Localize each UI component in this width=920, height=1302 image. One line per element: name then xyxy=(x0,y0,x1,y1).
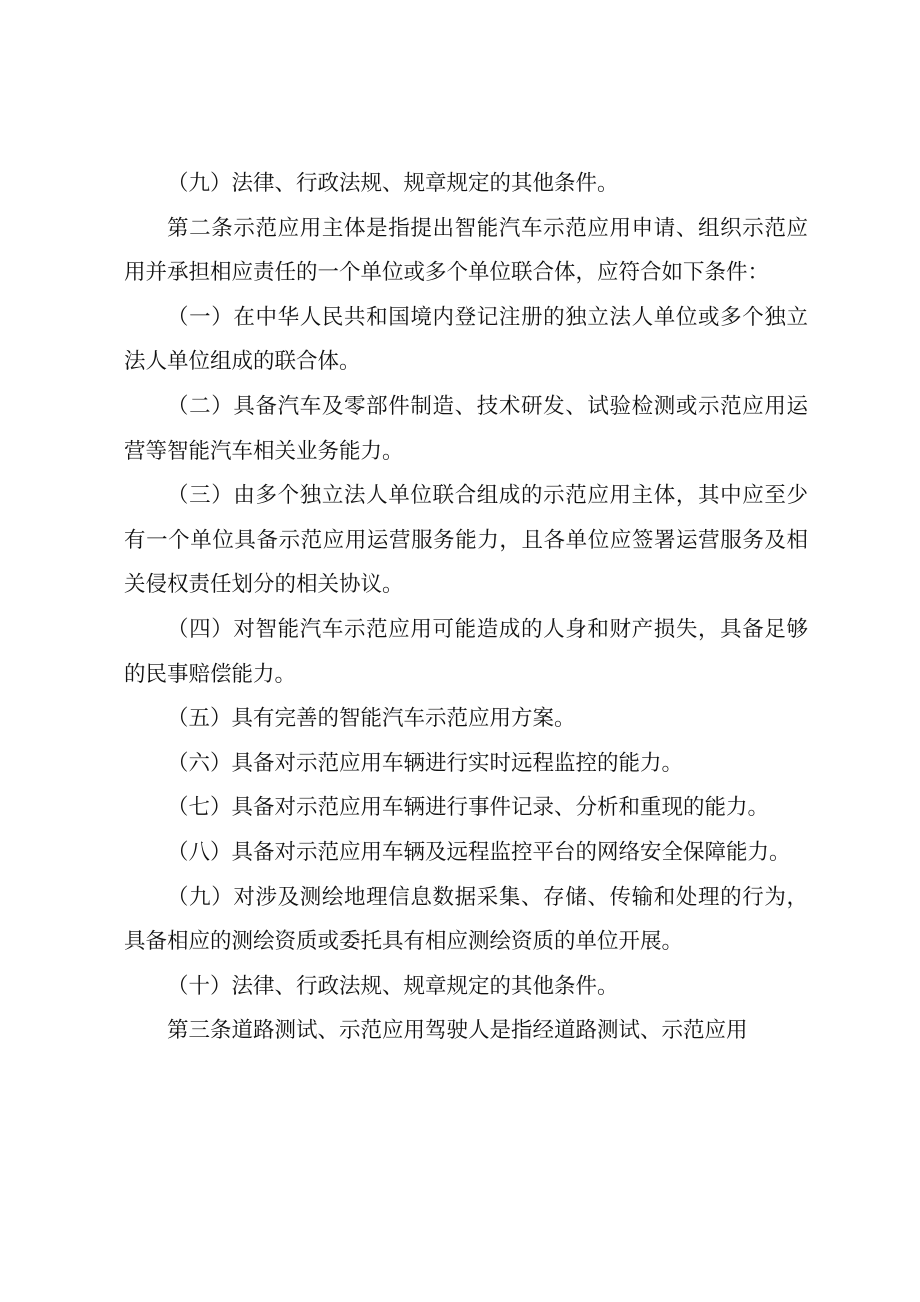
paragraph-item-7 xyxy=(124,786,808,831)
paragraph-text: （九）对涉及测绘地理信息数据采集、存储、传输和处理的行为，具备相应的测绘资质或委托具有相应测绘资质的单位开展。 xyxy=(124,884,808,955)
paragraph-item-9-prev xyxy=(124,162,808,207)
paragraph-item-5 xyxy=(124,697,808,742)
article-number: 第二条 xyxy=(167,215,234,241)
article-3-paragraph xyxy=(124,1009,808,1054)
document-body xyxy=(124,162,808,1054)
paragraph-text: （七）具备对示范应用车辆进行事件记录、分析和重现的能力。 xyxy=(167,795,770,821)
paragraph-text: （一）在中华人民共和国境内登记注册的独立法人单位或多个独立法人单位组成的联合体。 xyxy=(124,304,808,375)
paragraph-text: （九）法律、行政法规、规章规定的其他条件。 xyxy=(167,171,619,196)
paragraph-item-1 xyxy=(124,296,808,385)
paragraph-text: （十）法律、行政法规、规章规定的其他条件。 xyxy=(167,973,619,999)
paragraph-item-9 xyxy=(124,876,808,965)
paragraph-item-10 xyxy=(124,965,808,1010)
paragraph-text: （五）具有完善的智能汽车示范应用方案。 xyxy=(167,706,576,732)
paragraph-text: （二）具备汽车及零部件制造、技术研发、试验检测或示范应用运营等智能汽车相关业务能力。 xyxy=(124,393,808,464)
paragraph-item-4 xyxy=(124,608,808,697)
paragraph-text: （六）具备对示范应用车辆进行实时远程监控的能力。 xyxy=(167,750,684,776)
article-2-paragraph xyxy=(124,207,808,296)
paragraph-text: 示范应用主体是指提出智能汽车示范应用申请、组织示范应用并承担相应责任的一个单位或多个单位联合体，应符合如下条件： xyxy=(124,215,808,286)
paragraph-item-6 xyxy=(124,742,808,787)
paragraph-text: （八）具备对示范应用车辆及远程监控平台的网络安全保障能力。 xyxy=(167,839,791,865)
paragraph-text: （三）由多个独立法人单位联合组成的示范应用主体，其中应至少有一个单位具备示范应用运营服务能力，且各单位应签署运营服务及相关侵权责任划分的相关协议。 xyxy=(124,483,808,598)
paragraph-item-3 xyxy=(124,474,808,608)
paragraph-item-8 xyxy=(124,831,808,876)
paragraph-text: 道路测试、示范应用驾驶人是指经道路测试、示范应用 xyxy=(231,1018,748,1044)
article-number: 第三条 xyxy=(167,1018,232,1044)
paragraph-text: （四）对智能汽车示范应用可能造成的人身和财产损失，具备足够的民事赔偿能力。 xyxy=(124,616,808,687)
paragraph-item-2 xyxy=(124,385,808,474)
